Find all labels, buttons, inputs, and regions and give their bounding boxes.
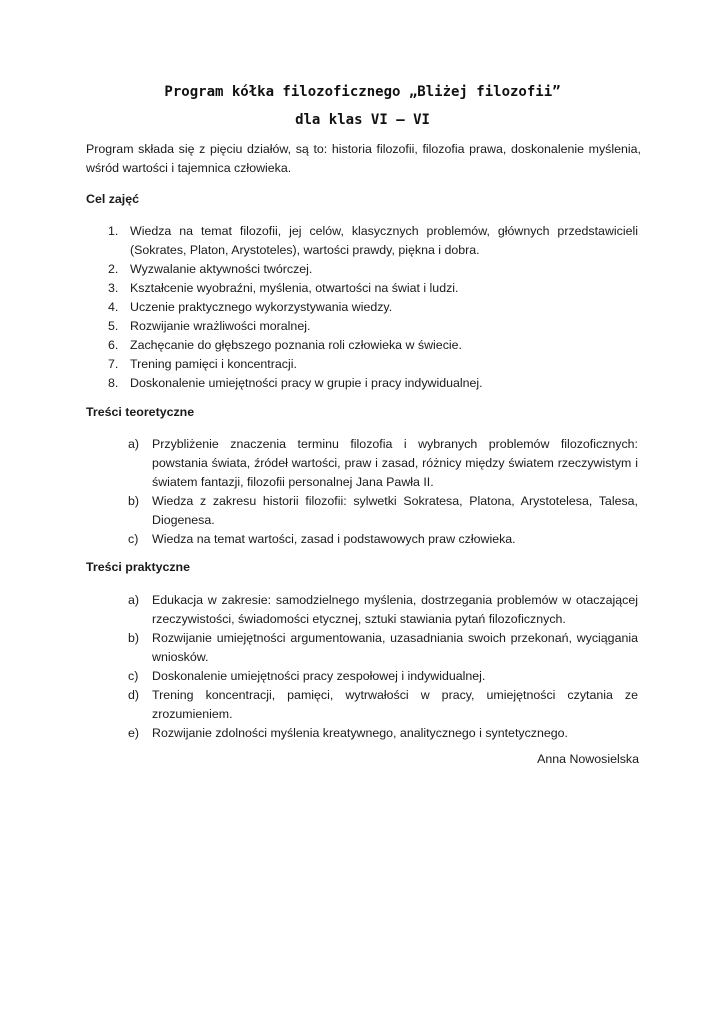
list-item-text: Trening koncentracji, pamięci, wytrwałości w pracy, umiejętności czytania ze zrozumieniem. [152,688,638,721]
list-item [86,591,638,629]
list-item-text: Zachęcanie do głębszego poznania roli człowieka w świecie. [130,338,462,352]
list-item-text: Wiedza z zakresu historii filozofii: sylwetki Sokratesa, Platona, Arystotelesa, Talesa, Diogenesa. [152,494,638,527]
list-item-number: a) [128,593,140,607]
list-item-text: Rozwijanie zdolności myślenia kreatywnego, analitycznego i syntetycznego. [152,726,568,740]
practice-heading: Treści praktyczne [86,560,191,574]
list-item [86,260,638,279]
list-item [86,686,638,724]
list-item-text: Uczenie praktycznego wykorzystywania wiedzy. [130,300,393,314]
intro-paragraph: Program składa się z pięciu działów, są to: historia filozofii, filozofia prawa, doskonalenie myślenia, wśród wartości i tajemnica człowieka. [86,142,641,175]
list-item-text: Edukacja w zakresie: samodzielnego myślenia, dostrzegania problemów w otaczającej rzeczywistości, świadomości etycznej, sztuki stawiania pytań filozoficznych. [152,593,638,626]
list-item-text: Wiedza na temat wartości, zasad i podstawowych praw człowieka. [152,532,516,546]
list-item-text: Rozwijanie wrażliwości moralnej. [130,319,311,333]
document-title: Program kółka filozoficznego „Bliżej filozofii” [164,84,561,100]
list-item-number: 5. [108,319,119,333]
list-item-number: 4. [108,300,119,314]
list-item-number: c) [128,532,139,546]
list-item [86,279,638,298]
list-item-number: 6. [108,338,119,352]
list-item-number: e) [128,726,140,740]
list-item-number: 3. [108,281,119,295]
theory-heading: Treści teoretyczne [86,405,195,419]
list-item-text: Trening pamięci i koncentracji. [130,357,297,371]
author-signature: Anna Nowosielska [537,752,639,766]
document-subtitle: dla klas VI – VI [295,112,430,128]
goals-heading: Cel zajęć [86,192,140,206]
list-item [86,492,638,530]
list-item-text: Wyzwalanie aktywności twórczej. [130,262,313,276]
list-item-text: Wiedza na temat filozofii, jej celów, klasycznych problemów, głównych przedstawicieli (Sokrates, Platon, Arystoteles), wartości prawdy, piękna i dobra. [130,224,638,257]
list-item [86,435,638,492]
list-item-text: Doskonalenie umiejętności pracy w grupie i pracy indywidualnej. [130,376,483,390]
list-item-number: d) [128,688,140,702]
goals-list [86,222,638,393]
list-item [86,724,638,743]
list-item-text: Rozwijanie umiejętności argumentowania, uzasadniania swoich przekonań, wyciągania wniosków. [152,631,638,664]
list-item [86,298,638,317]
practice-list [86,591,638,743]
list-item [86,667,638,686]
list-item [86,629,638,667]
list-item-number: 1. [108,224,119,238]
theory-list [86,435,638,549]
list-item-number: b) [128,494,140,508]
list-item [86,336,638,355]
list-item-number: 8. [108,376,119,390]
list-item-text: Przybliżenie znaczenia terminu filozofia i wybranych problemów filozoficznych: powstania świata, źródeł wartości, praw i zasad, różnicy między światem rzeczywistym i światem fantazji, filozofii personalnej Jana Pawła II. [152,437,638,489]
list-item-text: Doskonalenie umiejętności pracy zespołowej i indywidualnej. [152,669,486,683]
list-item-text: Kształcenie wyobraźni, myślenia, otwartości na świat i ludzi. [130,281,459,295]
list-item [86,317,638,336]
list-item-number: 2. [108,262,119,276]
list-item-number: c) [128,669,139,683]
list-item [86,530,638,549]
list-item [86,222,638,260]
list-item [86,355,638,374]
list-item-number: a) [128,437,140,451]
list-item [86,374,638,393]
list-item-number: b) [128,631,140,645]
list-item-number: 7. [108,357,119,371]
